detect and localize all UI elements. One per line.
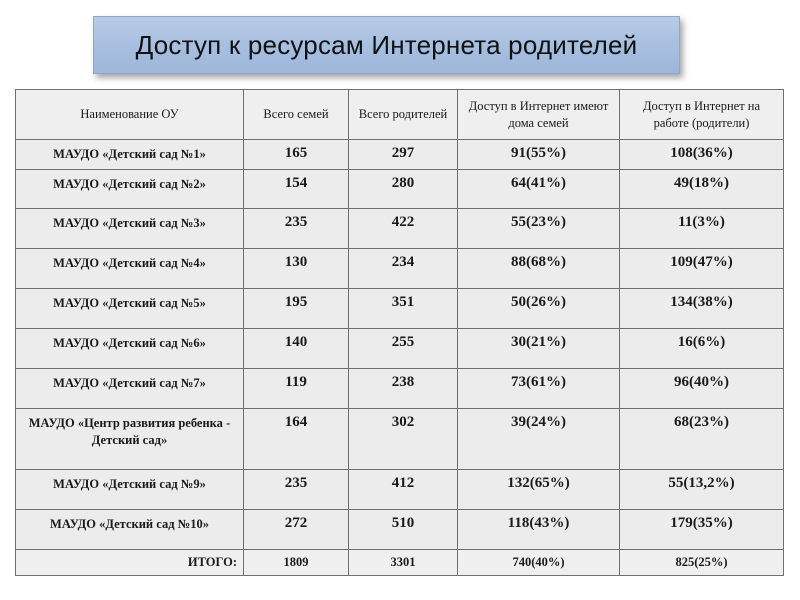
cell-families: 164 bbox=[244, 409, 349, 470]
total-families: 1809 bbox=[244, 550, 349, 576]
table-header-row bbox=[16, 90, 784, 140]
cell-families: 195 bbox=[244, 289, 349, 329]
cell-institution: МАУДО «Детский сад №10» bbox=[16, 510, 244, 550]
header-home-access: Доступ в Интернет имеют дома семей bbox=[458, 90, 620, 140]
total-row bbox=[16, 550, 784, 576]
table-row bbox=[16, 140, 784, 170]
cell-home-access: 118(43%) bbox=[458, 510, 620, 550]
cell-parents: 302 bbox=[349, 409, 458, 470]
internet-access-table bbox=[15, 89, 784, 576]
header-institution: Наименование ОУ bbox=[16, 90, 244, 140]
cell-parents: 255 bbox=[349, 329, 458, 369]
table-row bbox=[16, 289, 784, 329]
cell-institution: МАУДО «Детский сад №7» bbox=[16, 369, 244, 409]
cell-work-access: 68(23%) bbox=[620, 409, 784, 470]
cell-work-access: 179(35%) bbox=[620, 510, 784, 550]
total-home-access: 740(40%) bbox=[458, 550, 620, 576]
cell-families: 154 bbox=[244, 170, 349, 209]
cell-families: 235 bbox=[244, 209, 349, 249]
cell-home-access: 30(21%) bbox=[458, 329, 620, 369]
cell-families: 130 bbox=[244, 249, 349, 289]
cell-home-access: 132(65%) bbox=[458, 470, 620, 510]
table-row bbox=[16, 510, 784, 550]
cell-parents: 297 bbox=[349, 140, 458, 170]
header-work-access: Доступ в Интернет на работе (родители) bbox=[620, 90, 784, 140]
table-row bbox=[16, 369, 784, 409]
table-row bbox=[16, 170, 784, 209]
cell-home-access: 88(68%) bbox=[458, 249, 620, 289]
header-total-families: Всего семей bbox=[244, 90, 349, 140]
cell-work-access: 109(47%) bbox=[620, 249, 784, 289]
cell-work-access: 49(18%) bbox=[620, 170, 784, 209]
cell-families: 140 bbox=[244, 329, 349, 369]
table-row bbox=[16, 209, 784, 249]
table-row bbox=[16, 329, 784, 369]
page-title: Доступ к ресурсам Интернета родителей bbox=[135, 29, 638, 60]
cell-institution: МАУДО «Детский сад №2» bbox=[16, 170, 244, 209]
header-total-parents: Всего родителей bbox=[349, 90, 458, 140]
cell-institution: МАУДО «Детский сад №6» bbox=[16, 329, 244, 369]
cell-institution: МАУДО «Центр развития ребенка - Детский сад» bbox=[16, 409, 244, 470]
cell-families: 272 bbox=[244, 510, 349, 550]
cell-work-access: 16(6%) bbox=[620, 329, 784, 369]
cell-institution: МАУДО «Детский сад №3» bbox=[16, 209, 244, 249]
cell-home-access: 91(55%) bbox=[458, 140, 620, 170]
cell-work-access: 134(38%) bbox=[620, 289, 784, 329]
cell-families: 119 bbox=[244, 369, 349, 409]
total-label: ИТОГО: bbox=[16, 550, 244, 576]
cell-institution: МАУДО «Детский сад №1» bbox=[16, 140, 244, 170]
cell-institution: МАУДО «Детский сад №9» bbox=[16, 470, 244, 510]
cell-parents: 280 bbox=[349, 170, 458, 209]
table-row bbox=[16, 470, 784, 510]
cell-work-access: 108(36%) bbox=[620, 140, 784, 170]
cell-home-access: 64(41%) bbox=[458, 170, 620, 209]
cell-institution: МАУДО «Детский сад №4» bbox=[16, 249, 244, 289]
cell-work-access: 11(3%) bbox=[620, 209, 784, 249]
cell-parents: 422 bbox=[349, 209, 458, 249]
cell-parents: 510 bbox=[349, 510, 458, 550]
cell-work-access: 96(40%) bbox=[620, 369, 784, 409]
cell-families: 165 bbox=[244, 140, 349, 170]
cell-parents: 238 bbox=[349, 369, 458, 409]
cell-institution: МАУДО «Детский сад №5» bbox=[16, 289, 244, 329]
cell-home-access: 55(23%) bbox=[458, 209, 620, 249]
cell-parents: 234 bbox=[349, 249, 458, 289]
total-work-access: 825(25%) bbox=[620, 550, 784, 576]
cell-work-access: 55(13,2%) bbox=[620, 470, 784, 510]
title-banner bbox=[93, 16, 680, 74]
cell-parents: 351 bbox=[349, 289, 458, 329]
cell-home-access: 73(61%) bbox=[458, 369, 620, 409]
cell-parents: 412 bbox=[349, 470, 458, 510]
cell-families: 235 bbox=[244, 470, 349, 510]
table-row bbox=[16, 409, 784, 470]
cell-home-access: 50(26%) bbox=[458, 289, 620, 329]
cell-home-access: 39(24%) bbox=[458, 409, 620, 470]
table-row bbox=[16, 249, 784, 289]
total-parents: 3301 bbox=[349, 550, 458, 576]
